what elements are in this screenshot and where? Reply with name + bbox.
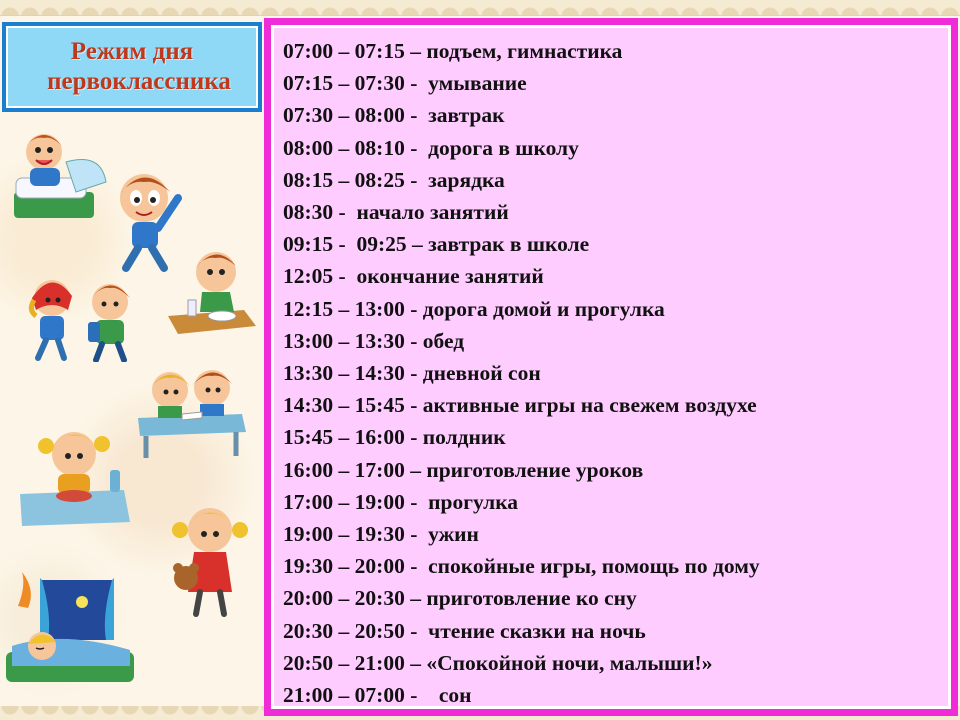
- schedule-row: 17:00 – 19:00 - прогулка: [283, 489, 519, 514]
- decorative-top-border: [0, 0, 960, 16]
- schedule-row: 20:30 – 20:50 - чтение сказки на ночь: [283, 618, 646, 643]
- schedule-row: 13:00 – 13:30 - обед: [283, 328, 465, 353]
- girl-eating-at-table-illustration: [16, 420, 134, 530]
- boy-eating-breakfast-illustration: [164, 246, 260, 338]
- schedule-row: 09:15 - 09:25 – завтрак в школе: [283, 232, 590, 257]
- schedule-row: 12:15 – 13:00 - дорога домой и прогулка: [283, 296, 665, 321]
- schedule-row: 12:05 - окончание занятий: [283, 264, 544, 289]
- schedule-row: 19:30 – 20:00 - спокойные игры, помощь по дому: [283, 554, 760, 579]
- schedule-panel: [264, 18, 958, 716]
- girl-with-teddy-bear-illustration: [160, 500, 250, 618]
- schedule-row: 15:45 – 16:00 - полдник: [283, 425, 506, 450]
- schedule-row: 20:50 – 21:00 – «Спокойной ночи, малыши!»: [283, 650, 713, 675]
- schedule-row: 20:00 – 20:30 – приготовление ко сну: [283, 586, 637, 611]
- schedule-row: 08:00 – 08:10 - дорога в школу: [283, 135, 579, 160]
- schedule-row: 08:30 - начало занятий: [283, 200, 509, 225]
- schedule-row: 07:00 – 07:15 – подъем, гимнастика: [283, 39, 623, 63]
- title-line-1: Режим дня: [70, 38, 194, 65]
- child-sleeping-in-bed-illustration: [2, 566, 142, 702]
- page-title: [2, 22, 262, 112]
- schedule-row: 16:00 – 17:00 – приготовление уроков: [283, 457, 644, 482]
- schedule-row: 21:00 – 07:00 - сон: [283, 683, 472, 708]
- boy-waking-in-bed-illustration: [6, 122, 116, 232]
- children-walking-to-school-illustration: [18, 270, 140, 362]
- schedule-row: 08:15 – 08:25 - зарядка: [283, 167, 505, 192]
- schedule-row: 13:30 – 14:30 - дневной сон: [283, 361, 541, 386]
- schedule-row: 07:15 – 07:30 - умывание: [283, 71, 527, 96]
- schedule-row: 19:00 – 19:30 - ужин: [283, 522, 479, 547]
- children-at-school-desk-illustration: [132, 358, 250, 460]
- schedule-row: 07:30 – 08:00 - завтрак: [283, 103, 505, 128]
- title-line-2: первоклассника: [47, 68, 231, 95]
- schedule-row: 14:30 – 15:45 - активные игры на свежем воздухе: [283, 393, 757, 418]
